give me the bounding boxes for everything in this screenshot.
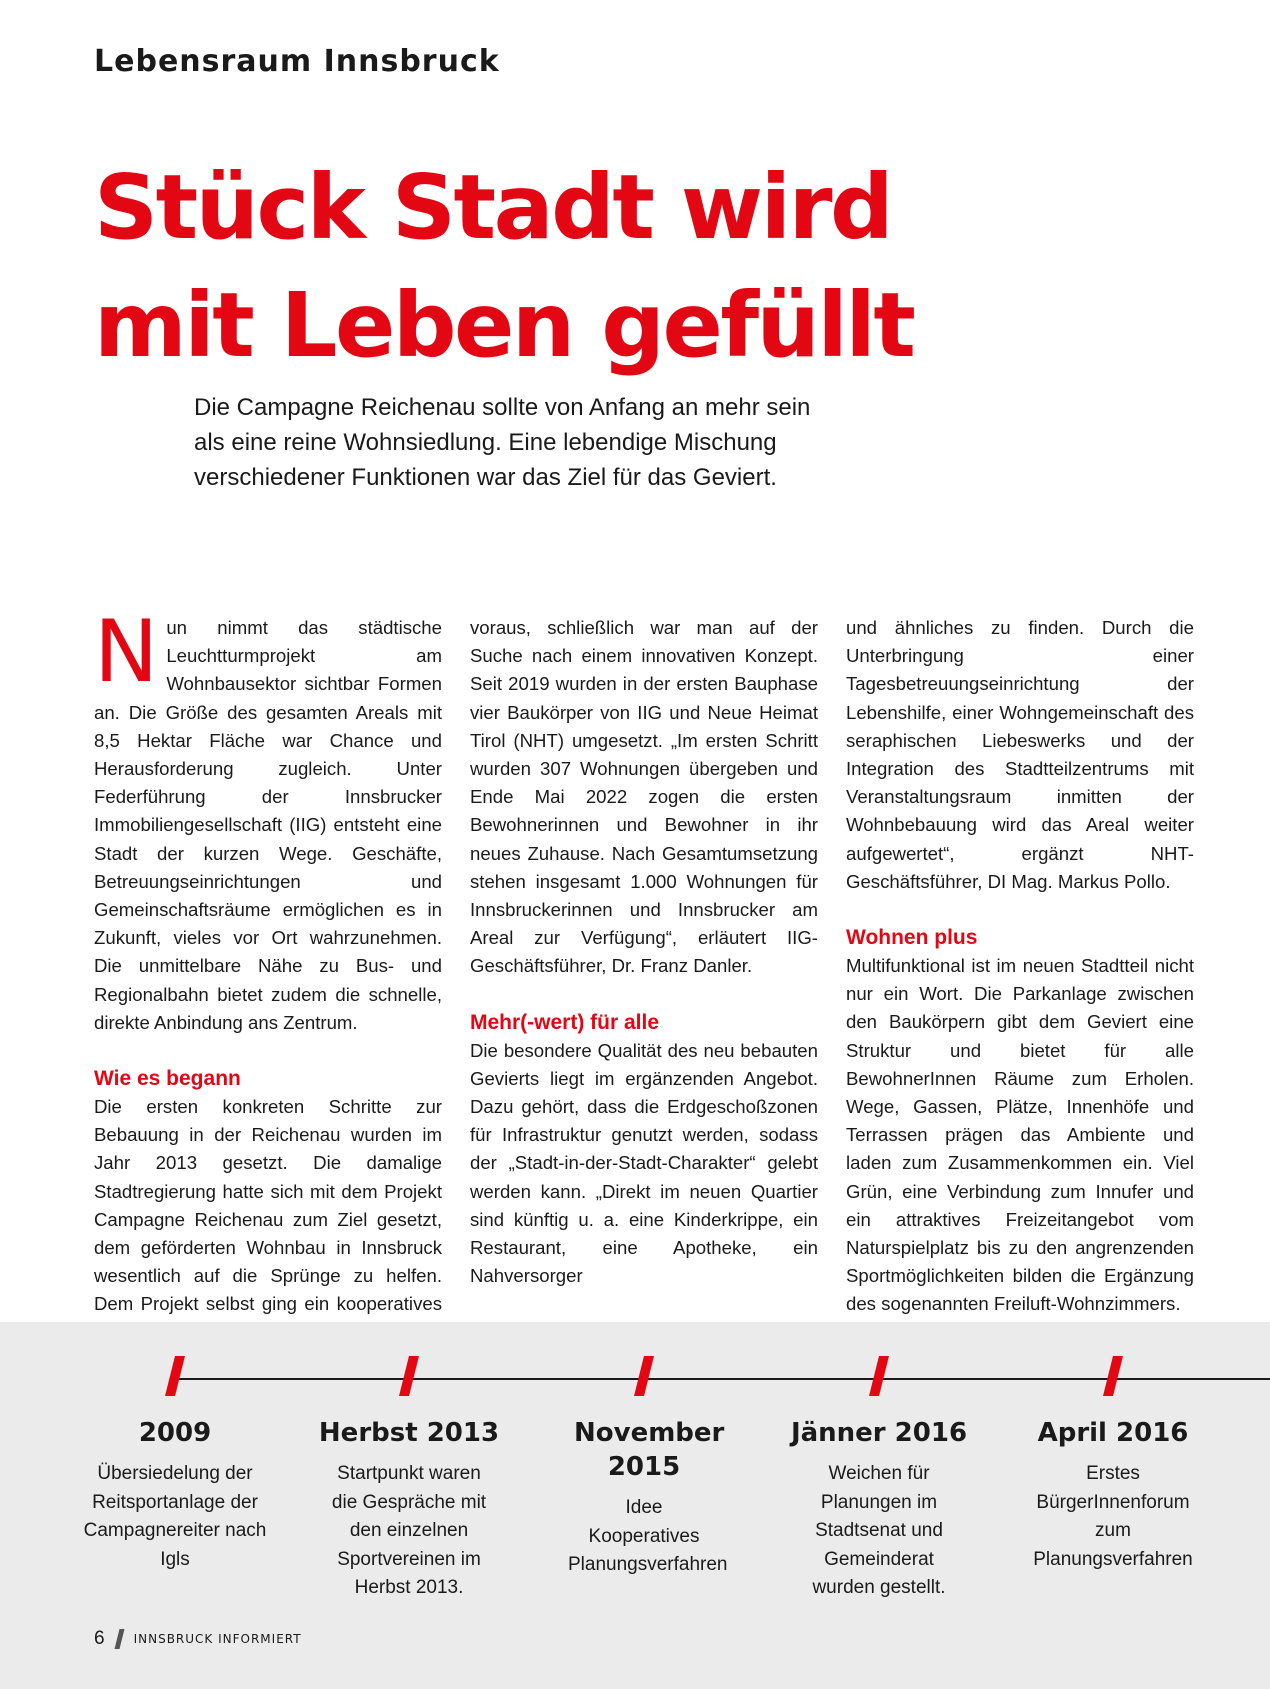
timeline-marker-icon xyxy=(1103,1356,1123,1396)
article-column-1 xyxy=(94,602,442,1347)
timeline-marker-icon xyxy=(634,1356,654,1396)
lead-line: als eine reine Wohnsiedlung. Eine lebendige Mischung xyxy=(194,429,777,456)
timeline-date: Herbst 2013 xyxy=(318,1418,500,1448)
headline xyxy=(94,148,1094,384)
body-paragraph: Multifunktional ist im neuen Stadtteil nicht nur ein Wort. Die Parkanlage zwischen den Baukörpern gibt dem Geviert eine Struktur und bietet für alle BewohnerInnen Räume zum Erholen. Wege, Gassen, Plätze, Innenhöfe und Terrassen prägen das Ambiente und laden zum Zusammenkommen ein. Viel Grün, eine Verbindung zum Innufer und ein attraktives Freizeitangebot vom Naturspielplatz bis zu den angrenzenden Sportmöglichkeiten bilden die Ergänzung des sogenannten Freiluft-Wohnzimmers. xyxy=(846,955,1194,1315)
timeline-item xyxy=(1013,1356,1213,1574)
timeline xyxy=(0,1322,1270,1689)
timeline-marker-icon xyxy=(399,1356,419,1396)
lead-line: verschiedener Funktionen war das Ziel für das Geviert. xyxy=(194,464,777,491)
subheading-wohnen-plus: Wohnen plus xyxy=(846,926,978,950)
page-number: 6 xyxy=(94,1628,105,1649)
timeline-description: Übersiedelung der Reitsportanlage der Campagnereiter nach Igls xyxy=(83,1463,267,1570)
body-paragraph: und ähnliches zu finden. Durch die Unterbringung einer Tagesbetreuungseinrichtung der Lebenshilfe, einer Wohngemeinschaft des seraphischen Liebeswerks und der Integration des Stadtteilzentrums mit Veranstaltungsraum inmitten der Wohnbebauung wird das Areal weiter aufgewertet“, ergänzt NHT-Geschäftsführer, DI Mag. Markus Pollo. xyxy=(846,617,1194,892)
section-label: Lebensraum Innsbruck xyxy=(94,44,500,79)
timeline-date: 2009 xyxy=(138,1418,212,1448)
timeline-date: November 2015 xyxy=(574,1418,725,1482)
slash-icon xyxy=(114,1629,124,1649)
article-column-3 xyxy=(846,614,1194,1319)
headline-line: mit Leben gefüllt xyxy=(94,273,914,377)
subheading-wie-es-begann: Wie es begann xyxy=(94,1067,241,1091)
drop-cap: N xyxy=(94,602,159,702)
timeline-description: Erstes BürgerInnenforum zum Planungsverfahren xyxy=(1033,1463,1193,1570)
article-column-2 xyxy=(470,614,818,1290)
intro-text: un nimmt das städtische Leuchtturmprojekt am Wohnbausektor sichtbar Formen an. Die Größe des gesamten Areals mit 8,5 Hektar Fläche war Chance und Herausforderung zugleich. Unter Federführung der Innsbrucker Immobiliengesellschaft (IIG) entsteht eine Stadt der kurzen Wege. Geschäfte, Betreuungseinrichtungen und Gemeinschaftsräume ermöglichen es in Zukunft, vieles vor Ort wahrzunehmen. Die unmittelbare Nähe zu Bus- und Regionalbahn bietet zudem die schnelle, direkte Anbindung ans Zentrum. xyxy=(94,617,442,1033)
subheading-mehrwert: Mehr(-wert) für alle xyxy=(470,1010,660,1034)
lead-line: Die Campagne Reichenau sollte von Anfang an mehr sein xyxy=(194,394,811,421)
timeline-marker-icon xyxy=(165,1356,185,1396)
body-paragraph: voraus, schließlich war man auf der Suche nach einem innovativen Konzept. Seit 2019 wurden in der ersten Bauphase vier Baukörper von IIG und Neue Heimat Tirol (NHT) umgesetzt. „Im ersten Schritt wurden 307 Wohnungen übergeben und Ende Mai 2022 zogen die ersten Bewohnerinnen und Bewohner in ihr neues Zuhause. Nach Gesamtumsetzung stehen insgesamt 1.000 Wohnungen für Innsbruckerinnen und Innsbrucker am Areal zur Verfügung“, erläutert IIG-Geschäftsführer, Dr. Franz Danler. xyxy=(470,617,818,977)
body-paragraph: Die besondere Qualität des neu bebauten Gevierts liegt im ergänzenden Angebot. Dazu gehört, dass die Erdgeschoßzonen für Infrastruktur genutzt werden, sodass der „Stadt-in-der-Stadt-Charakter“ gelebt werden kann. „Direkt im neuen Quartier sind künftig u. a. eine Kinderkrippe, ein Restaurant, eine Apotheke, ein Nahversorger xyxy=(470,1039,818,1287)
timeline-date: Jänner 2016 xyxy=(790,1418,968,1448)
body-paragraph: Die ersten konkreten Schritte zur Bebauung in der Reichenau wurden im Jahr 2013 gesetzt. Die damalige Stadtregierung hatte sich mit dem Projekt Campagne Reichenau zum Ziel gesetzt, dem geförderten Wohnbau in Innsbruck wesentlich auf die Sprünge zu helfen. Dem Projekt selbst ging ein kooperatives xyxy=(94,1096,442,1315)
timeline-item xyxy=(544,1356,744,1580)
page-footer xyxy=(94,1628,302,1650)
timeline-date: April 2016 xyxy=(1037,1418,1189,1448)
timeline-description: Weichen für Planungen im Stadtsenat und Gemeinderat wurden gestellt. xyxy=(812,1463,946,1598)
intro-paragraph xyxy=(94,602,442,1037)
timeline-item xyxy=(309,1356,509,1603)
headline-line: Stück Stadt wird xyxy=(94,155,892,259)
timeline-item xyxy=(779,1356,979,1603)
timeline-description: Idee Kooperatives Planungsverfahren xyxy=(568,1497,728,1575)
timeline-marker-icon xyxy=(869,1356,889,1396)
lead-paragraph xyxy=(194,390,834,495)
timeline-item xyxy=(75,1356,275,1574)
magazine-name: INNSBRUCK INFORMIERT xyxy=(133,1632,302,1646)
timeline-description: Startpunkt waren die Gespräche mit den einzelnen Sportvereinen im Herbst 2013. xyxy=(331,1463,487,1598)
